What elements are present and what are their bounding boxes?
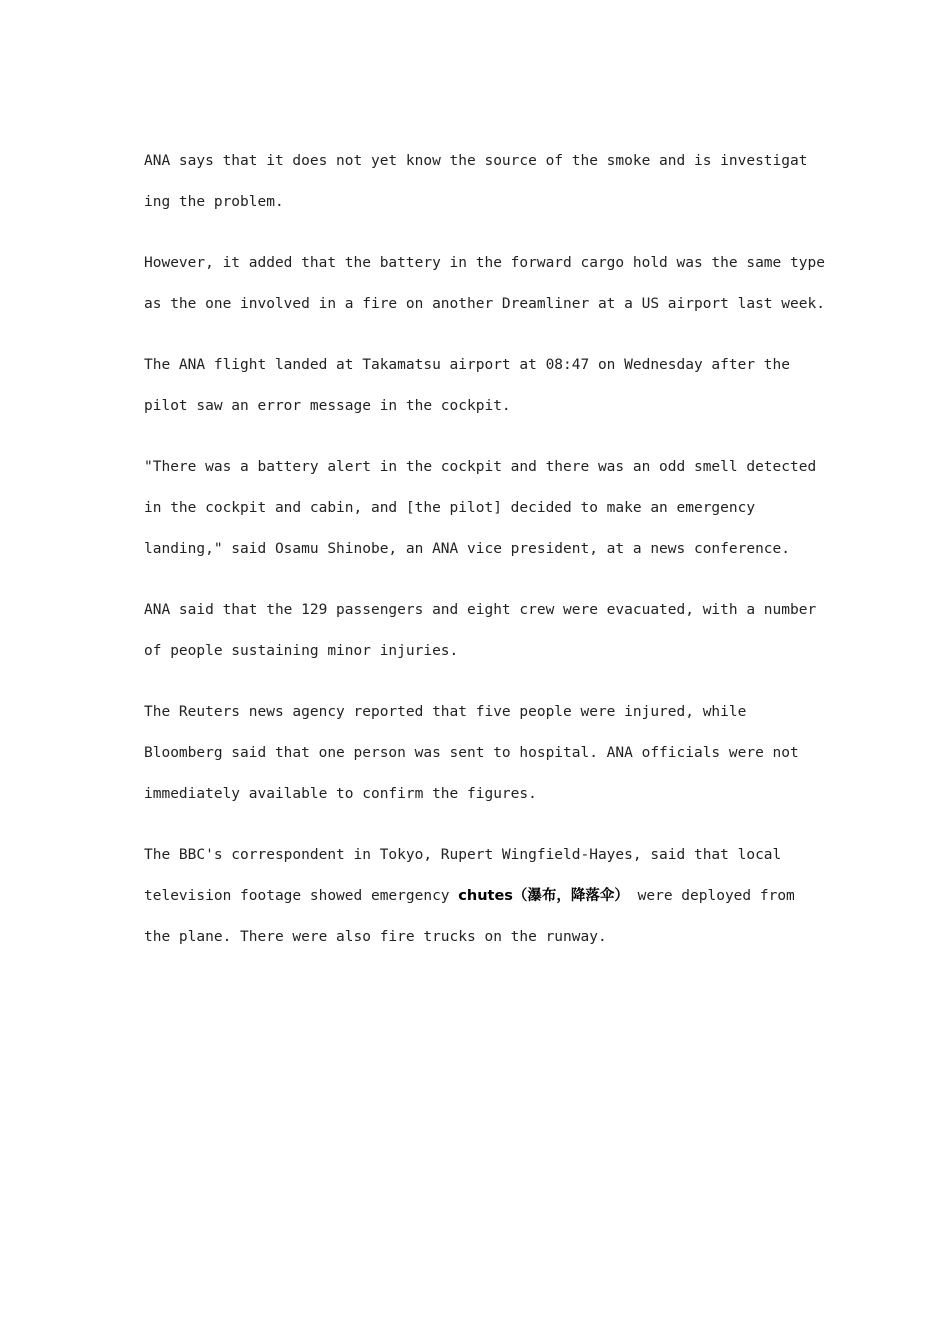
text-line: ANA says that it does not yet know the source of the smoke and is investigat [144, 153, 808, 169]
text-line: The Reuters news agency reported that five people were injured, while [144, 704, 747, 720]
text-line: Bloomberg said that one person was sent to hospital. ANA officials were not [144, 745, 799, 761]
text-line: The BBC's correspondent in Tokyo, Rupert Wingfield-Hayes, said that local [144, 847, 782, 863]
paragraph-2 [144, 243, 824, 325]
text-line-with-gloss [144, 876, 824, 917]
paragraph-4 [144, 447, 824, 570]
text-segment: television footage showed emergency [144, 888, 459, 904]
text-line: However, it added that the battery in the forward cargo hold was the same type [144, 255, 825, 271]
text-line: "There was a battery alert in the cockpit and there was an odd smell detected [144, 459, 817, 475]
text-line: ANA said that the 129 passengers and eight crew were evacuated, with a number [144, 602, 817, 618]
vocabulary-gloss: chutes（瀑布，降落伞） [458, 888, 629, 904]
text-line: of people sustaining minor injuries. [144, 643, 459, 659]
text-line: as the one involved in a fire on another Dreamliner at a US airport last week. [144, 296, 825, 312]
paragraph-3 [144, 345, 824, 427]
text-line: ing the problem. [144, 194, 284, 210]
article-body [144, 141, 824, 978]
paragraph-5 [144, 590, 824, 672]
text-segment: were deployed from [628, 888, 795, 904]
paragraph-7 [144, 835, 824, 958]
text-line: immediately available to confirm the figures. [144, 786, 537, 802]
text-line: pilot saw an error message in the cockpit. [144, 398, 511, 414]
text-line: The ANA flight landed at Takamatsu airport at 08:47 on Wednesday after the [144, 357, 791, 373]
text-line: landing," said Osamu Shinobe, an ANA vice president, at a news conference. [144, 541, 791, 557]
text-line: the plane. There were also fire trucks on the runway. [144, 929, 607, 945]
paragraph-1 [144, 141, 824, 223]
text-line: in the cockpit and cabin, and [the pilot] decided to make an emergency [144, 500, 756, 516]
paragraph-6 [144, 692, 824, 815]
